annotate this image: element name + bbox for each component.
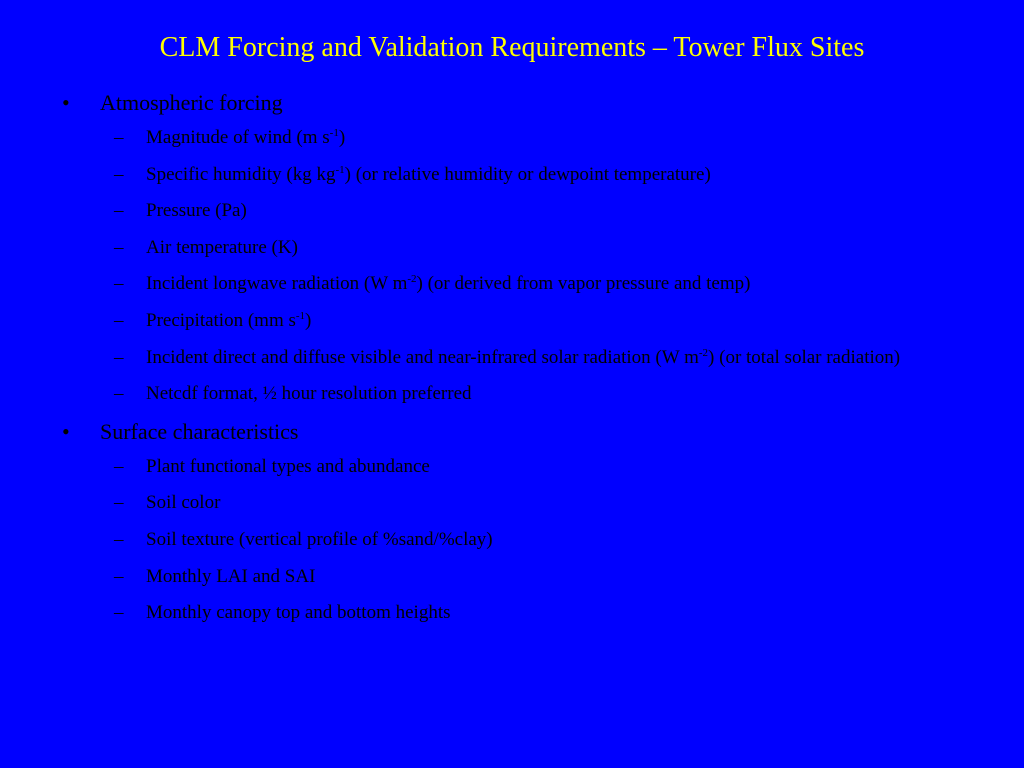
sub-item: – Incident direct and diffuse visible and near-infrared solar radiation (W $m^{-2}$) (or total solar radiation) — [62, 344, 982, 372]
sub-item: – Soil texture (vertical profile of %sand/%clay) — [62, 526, 982, 554]
dash-marker: – — [114, 236, 124, 258]
dash-marker: – — [114, 492, 124, 514]
bullet-label: Surface characteristics — [100, 418, 299, 444]
dash-marker: – — [114, 455, 124, 477]
bullet-marker: • — [62, 90, 70, 115]
dash-marker: – — [114, 163, 124, 185]
bullet-label: Atmospheric forcing — [100, 90, 283, 115]
dash-marker: – — [114, 565, 124, 587]
sub-item: – Incident longwave radiation (W $m^{-2}$) (or derived from vapor pressure and temp) — [62, 270, 982, 298]
bullet-marker: • — [62, 418, 70, 444]
dash-marker: – — [114, 602, 124, 624]
dash-marker: – — [114, 127, 124, 148]
sub-item: – Magnitude of wind (m $s^{-1}$) — [62, 124, 982, 152]
sub-item: – Netcdf format, ½ hour resolution preferred — [62, 380, 982, 408]
slide-title: CLM Forcing and Validation Requirements – Tower Flux Sites — [159, 32, 865, 63]
dash-marker: – — [114, 528, 124, 550]
sub-item: – Monthly LAI and SAI — [62, 563, 982, 591]
sub-item: – Air temperature (K) — [62, 234, 982, 262]
sub-item: – Pressure (Pa) — [62, 197, 982, 225]
dash-marker: – — [114, 383, 124, 405]
bullet-surface-characteristics — [62, 417, 982, 447]
sub-item: – Plant functional types and abundance — [62, 453, 982, 481]
sub-item: – Monthly canopy top and bottom heights — [62, 599, 982, 627]
slide-body — [62, 88, 982, 636]
dash-marker: – — [114, 346, 124, 368]
sub-item: – Soil color — [62, 489, 982, 517]
bullet-atmospheric-forcing — [62, 88, 982, 118]
dash-marker: – — [114, 200, 124, 222]
sub-item: – Specific humidity (kg $kg^{-1}$) (or relative humidity or dewpoint temperature) — [62, 161, 982, 189]
dash-marker: – — [114, 273, 124, 295]
dash-marker: – — [114, 309, 124, 331]
sub-item: – Precipitation (mm $s^{-1}$) — [62, 307, 982, 335]
